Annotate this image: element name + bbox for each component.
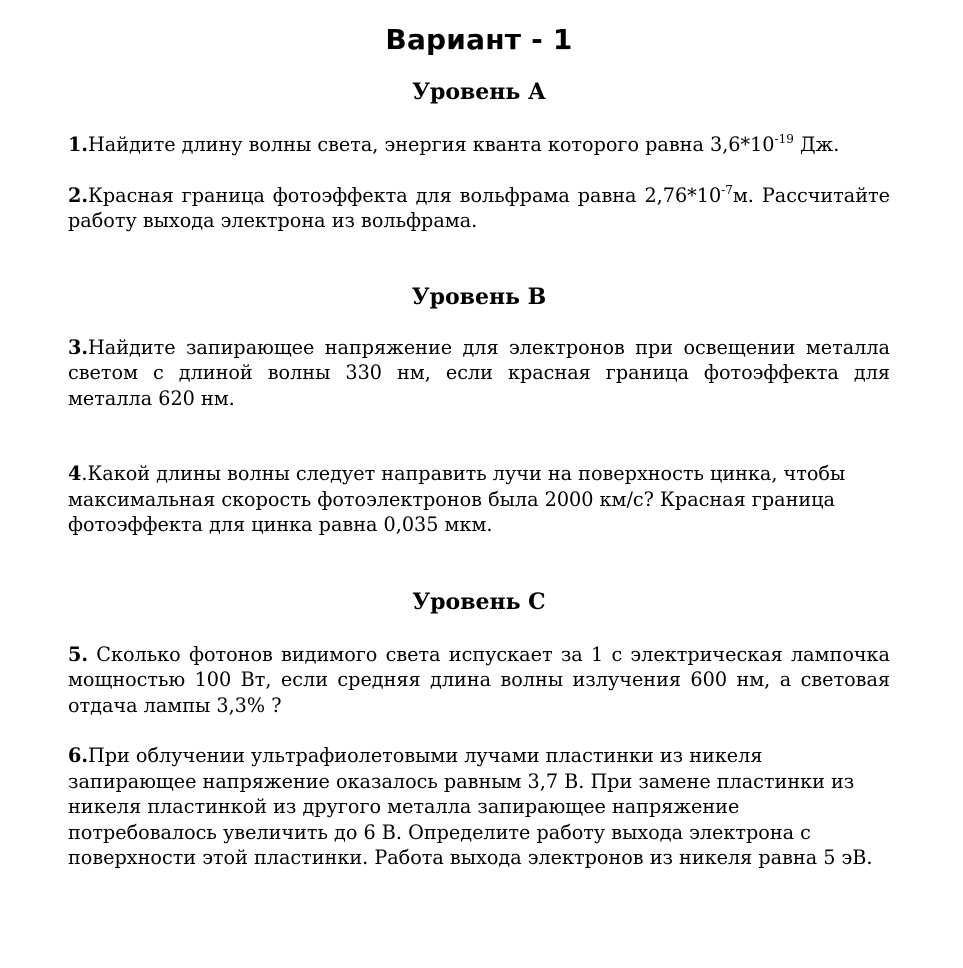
task-3-number: 3. bbox=[68, 335, 89, 359]
task-4 bbox=[68, 461, 890, 538]
task-6 bbox=[68, 743, 890, 871]
task-2-text-end: м. Рассчитайте работу выхода электрона из вольфрама. bbox=[68, 183, 890, 232]
task-2-number: 2. bbox=[68, 183, 89, 207]
task-5 bbox=[68, 642, 890, 719]
task-2-text: Красная граница фотоэффекта для вольфрама равна 2,76*10 bbox=[88, 183, 722, 207]
task-1-exponent: -19 bbox=[774, 132, 794, 146]
worksheet-page bbox=[68, 22, 890, 871]
task-1-unit: Дж. bbox=[793, 133, 840, 156]
level-a-heading: Уровень А bbox=[412, 79, 546, 105]
task-6-number: 6. bbox=[68, 744, 89, 767]
task-1 bbox=[68, 132, 890, 158]
task-5-text: Сколько фотонов видимого света испускает за 1 с электрическая лампочка мощностью 100 Вт, если средняя длина волны излучения 600 нм, а световая отдача лампы 3,3% ? bbox=[68, 642, 890, 717]
task-3 bbox=[68, 335, 890, 412]
task-4-number: 4 bbox=[68, 462, 82, 485]
task-6-text: При облучении ультрафиолетовыми лучами пластинки из никеля запирающее напряжение оказалось равным 3,7 В. При замене пластинки из никеля пластинкой из другого металла запирающее напряжение потребовалось увеличить до 6 В. Определите работу выхода электрона с поверхности этой пластинки. Работа выхода электронов из никеля равна 5 эВ. bbox=[68, 744, 873, 869]
level-b-heading: Уровень В bbox=[411, 283, 547, 310]
level-c-heading: Уровень С bbox=[412, 588, 546, 615]
task-3-text: Найдите запирающее напряжение для электронов при освещении металла светом с длиной волны 330 нм, если красная граница фотоэффекта для металла 620 нм. bbox=[68, 335, 890, 410]
task-1-text: Найдите длину волны света, энергия кванта которого равна 3,6*10 bbox=[88, 133, 775, 156]
variant-title: Вариант - 1 bbox=[385, 23, 573, 56]
task-5-number: 5. bbox=[68, 642, 89, 666]
task-2 bbox=[68, 183, 890, 234]
task-4-text: .Какой длины волны следует направить лучи на поверхность цинка, чтобы максимальная скорость фотоэлектронов была 2000 км/с? Красная граница фотоэффекта для цинка равна 0,035 мкм. bbox=[68, 462, 846, 536]
task-2-exponent: -7 bbox=[721, 182, 733, 197]
task-1-number: 1. bbox=[68, 133, 89, 156]
